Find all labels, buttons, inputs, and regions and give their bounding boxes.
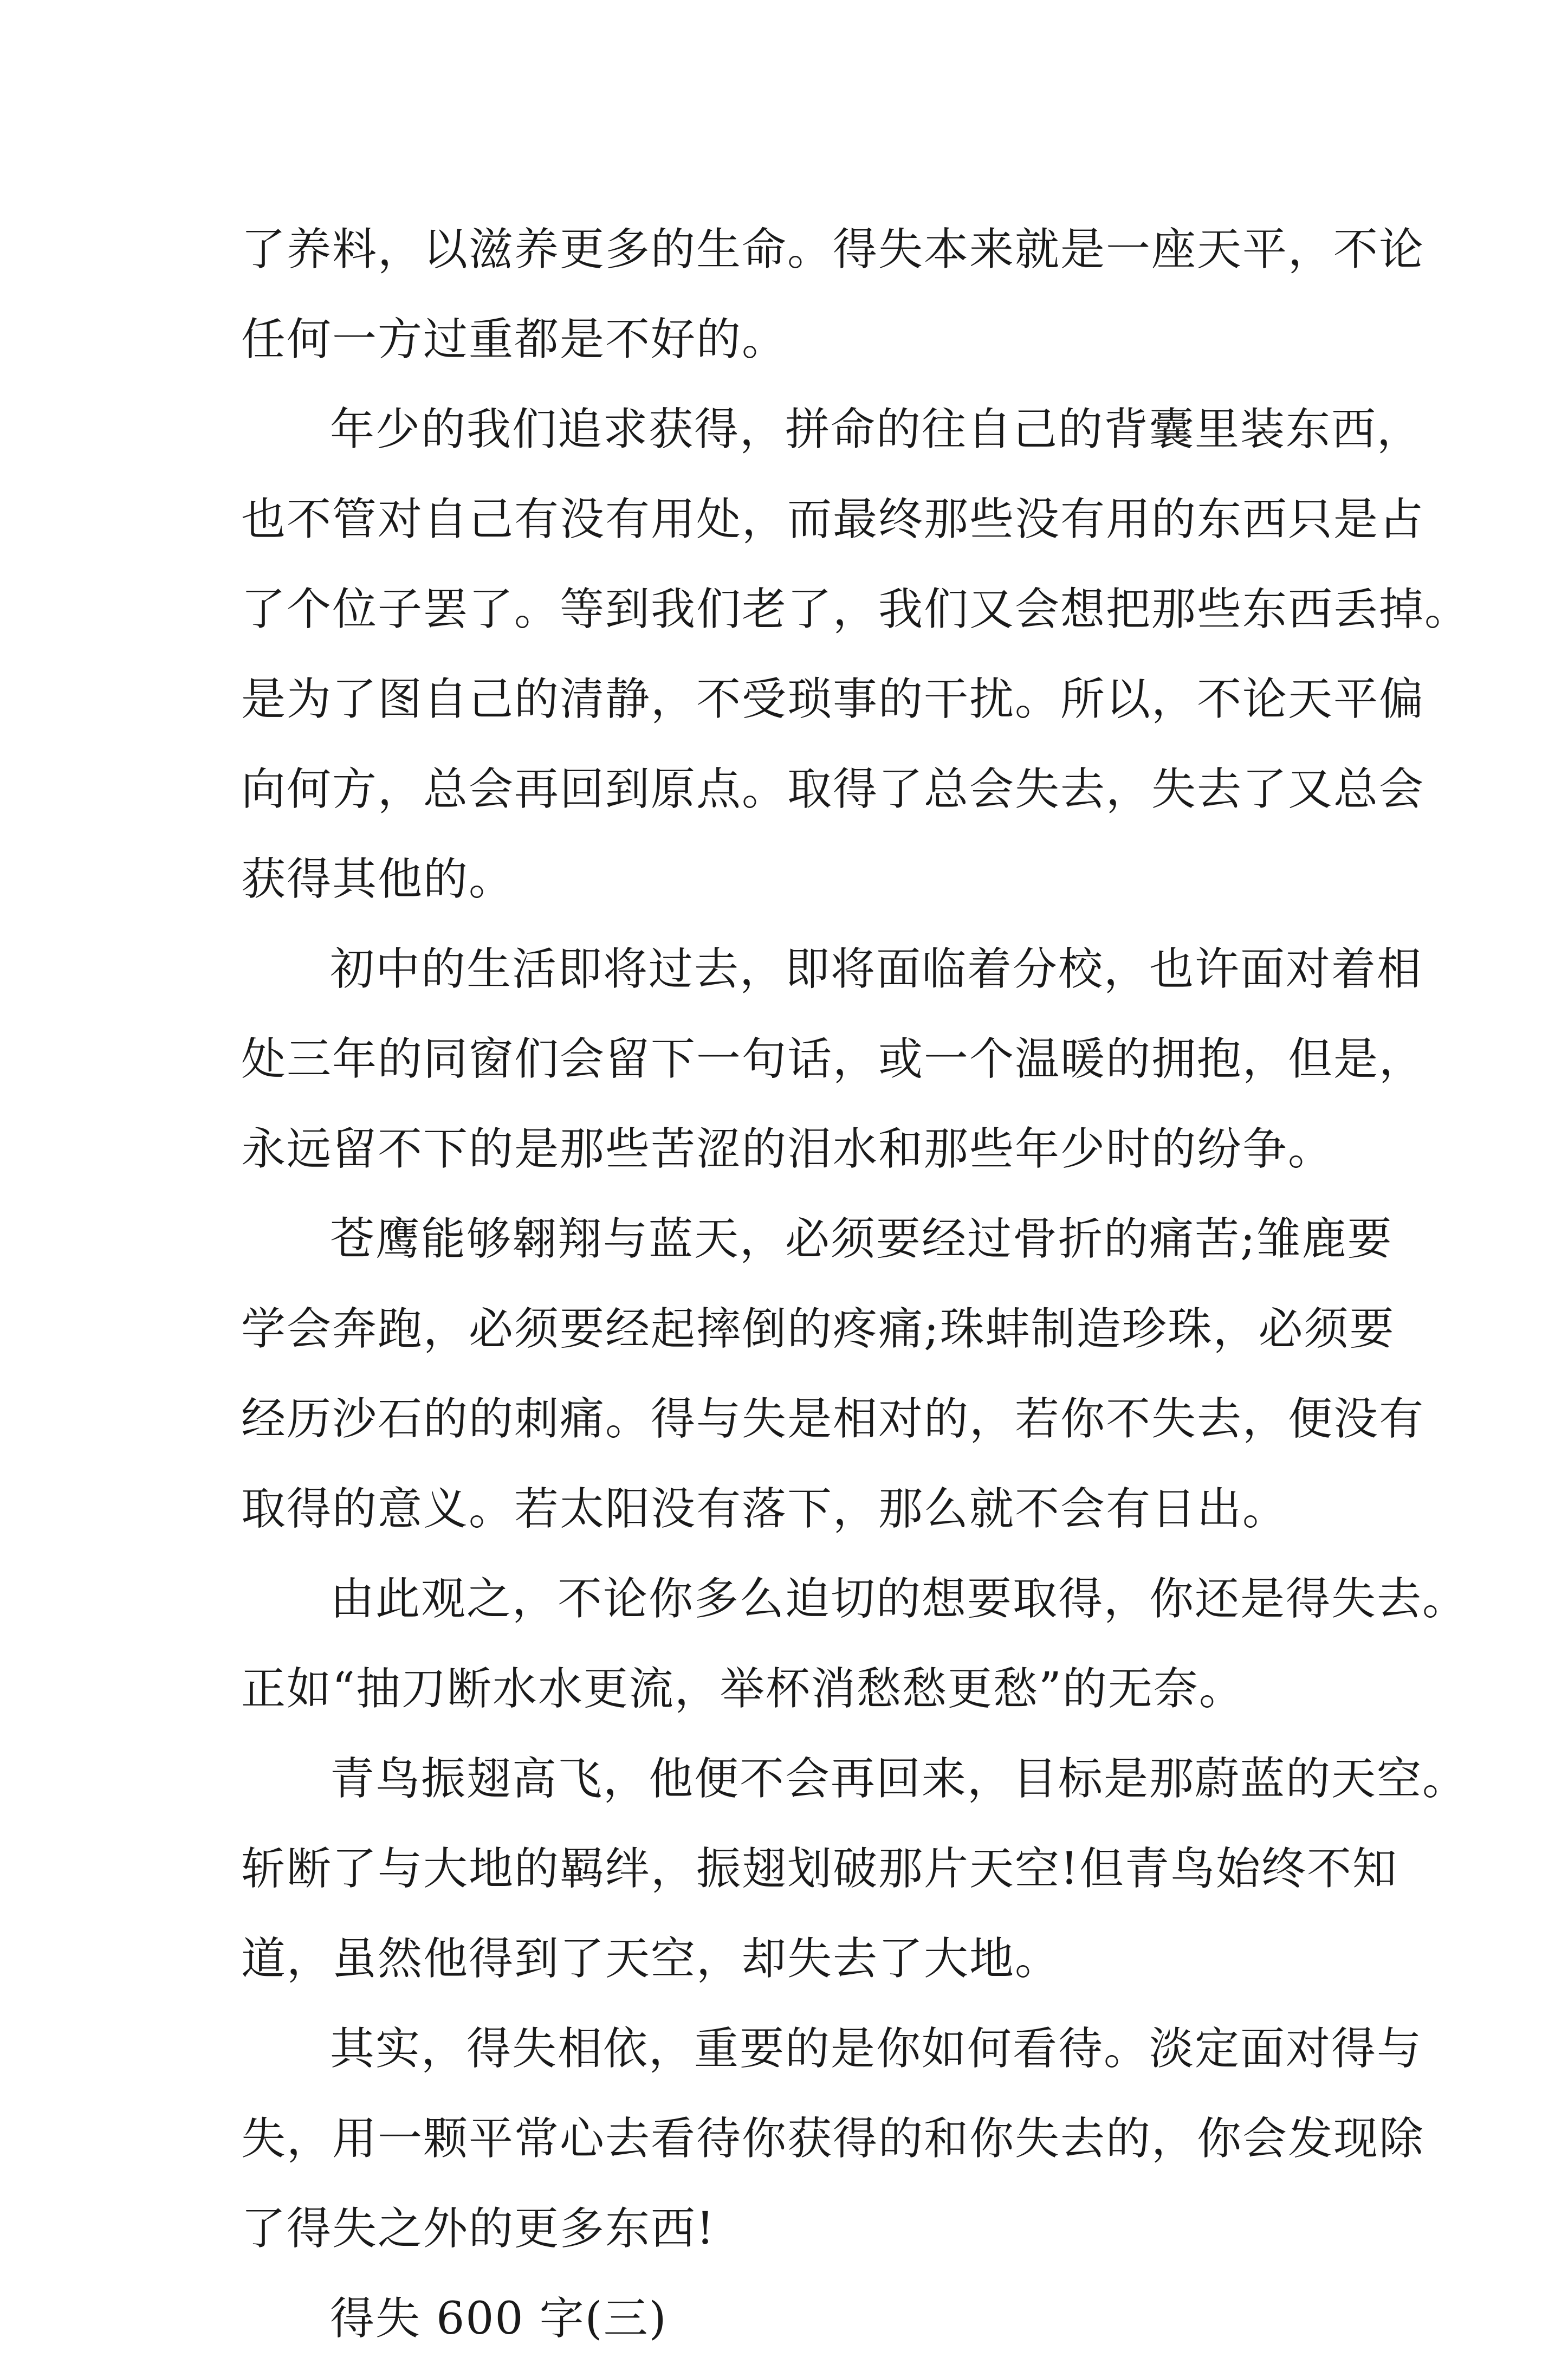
text-line: 了得失之外的更多东西! <box>241 2203 715 2255</box>
section-heading: 得失 600 字(三) <box>330 2293 668 2344</box>
paragraph-first-line: 青鸟振翅高飞，他便不会再回来，目标是那蔚蓝的天空。 <box>330 1753 1468 1805</box>
text-line: 向何方，总会再回到原点。取得了总会失去，失去了又总会 <box>241 764 1425 815</box>
paragraph-first-line: 其实，得失相依，重要的是你如何看待。淡定面对得与 <box>330 2023 1423 2075</box>
paragraph-first-line: 年少的我们追求获得，拼命的往自己的背囊里装东西， <box>330 404 1423 455</box>
text-line: 获得其他的。 <box>241 854 515 905</box>
paragraph-first-line: 初中的生活即将过去，即将面临着分校，也许面对着相 <box>330 944 1423 995</box>
paragraph-first-line: 由此观之，不论你多么迫切的想要取得，你还是得失去。 <box>330 1573 1468 1625</box>
text-line: 取得的意义。若太阳没有落下，那么就不会有日出。 <box>241 1483 1288 1535</box>
text-line: 道，虽然他得到了天空，却失去了大地。 <box>241 1933 1061 1985</box>
text-line: 任何一方过重都是不好的。 <box>241 314 788 365</box>
text-line: 学会奔跑，必须要经起摔倒的疼痛;珠蚌制造珍珠，必须要 <box>241 1303 1395 1355</box>
text-line: 经历沙石的的刺痛。得与失是相对的，若你不失去，便没有 <box>241 1393 1425 1445</box>
text-line: 也不管对自己有没有用处，而最终那些没有用的东西只是占 <box>241 494 1425 545</box>
text-line: 处三年的同窗们会留下一句话，或一个温暖的拥抱，但是， <box>241 1034 1425 1085</box>
text-line: 永远留不下的是那些苦涩的泪水和那些年少时的纷争。 <box>241 1123 1334 1175</box>
text-line: 是为了图自己的清静，不受琐事的干扰。所以，不论天平偏 <box>241 674 1425 725</box>
paragraph-first-line: 苍鹰能够翱翔与蓝天，必须要经过骨折的痛苦;雏鹿要 <box>330 1213 1393 1265</box>
text-line: 失，用一颗平常心去看待你获得的和你失去的，你会发现除 <box>241 2113 1425 2165</box>
text-line: 了养料，以滋养更多的生命。得失本来就是一座天平，不论 <box>241 224 1425 275</box>
text-line: 斩断了与大地的羁绊，振翅划破那片天空!但青鸟始终不知 <box>241 1843 1398 1895</box>
text-line: 了个位子罢了。等到我们老了，我们又会想把那些东西丢掉。 <box>241 584 1470 635</box>
text-line: 正如“抽刀断水水更流，举杯消愁愁更愁”的无奈。 <box>241 1663 1245 1715</box>
document-body <box>241 205 1470 2364</box>
